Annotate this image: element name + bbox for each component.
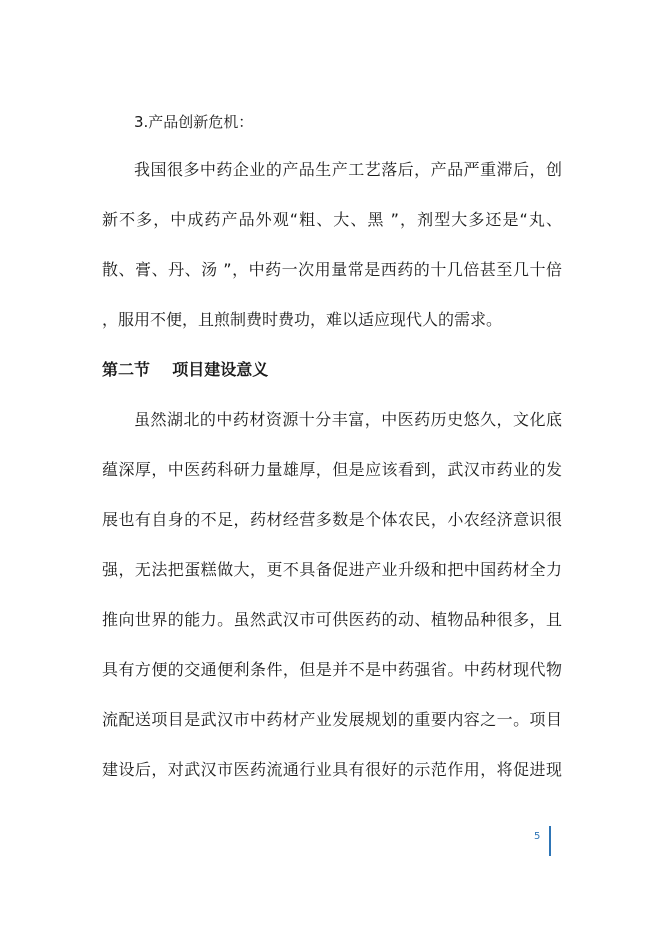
paragraph-line: 散、膏、丹、汤 ”，中药一次用量常是西药的十几倍甚至几十倍 [102,260,562,279]
section-heading: 第二节 项目建设意义 [102,360,269,379]
paragraph-line: 我国很多中药企业的产品生产工艺落后，产品严重滞后，创 [134,160,562,179]
paragraph-line: 虽然湖北的中药材资源十分丰富，中医药历史悠久，文化底 [134,410,562,429]
subsection-title: 3.产品创新危机： [134,113,254,131]
page-number-rule [549,826,551,856]
paragraph-line: 强，无法把蛋糕做大，更不具备促进产业升级和把中国药材全力 [102,560,562,579]
paragraph-line: 新不多，中成药产品外观“粗、大、黑 ”，剂型大多还是“丸、 [102,210,562,229]
paragraph-line: ，服用不便，且煎制费时费功，难以适应现代人的需求。 [102,310,503,329]
paragraph-line: 推向世界的能力。虽然武汉市可供医药的动、植物品种很多，且 [102,610,562,629]
paragraph-line: 建设后，对武汉市医药流通行业具有很好的示范作用，将促进现 [102,760,562,779]
paragraph-line: 展也有自身的不足，药材经营多数是个体农民，小农经济意识很 [102,510,562,529]
paragraph-line: 具有方便的交通便利条件，但是并不是中药强省。中药材现代物 [102,660,562,679]
page-number: 5 [534,831,541,842]
paragraph-line: 蕴深厚，中医药科研力量雄厚，但是应该看到，武汉市药业的发 [102,460,562,479]
paragraph-line: 流配送项目是武汉市中药材产业发展规划的重要内容之一。项目 [102,710,562,729]
